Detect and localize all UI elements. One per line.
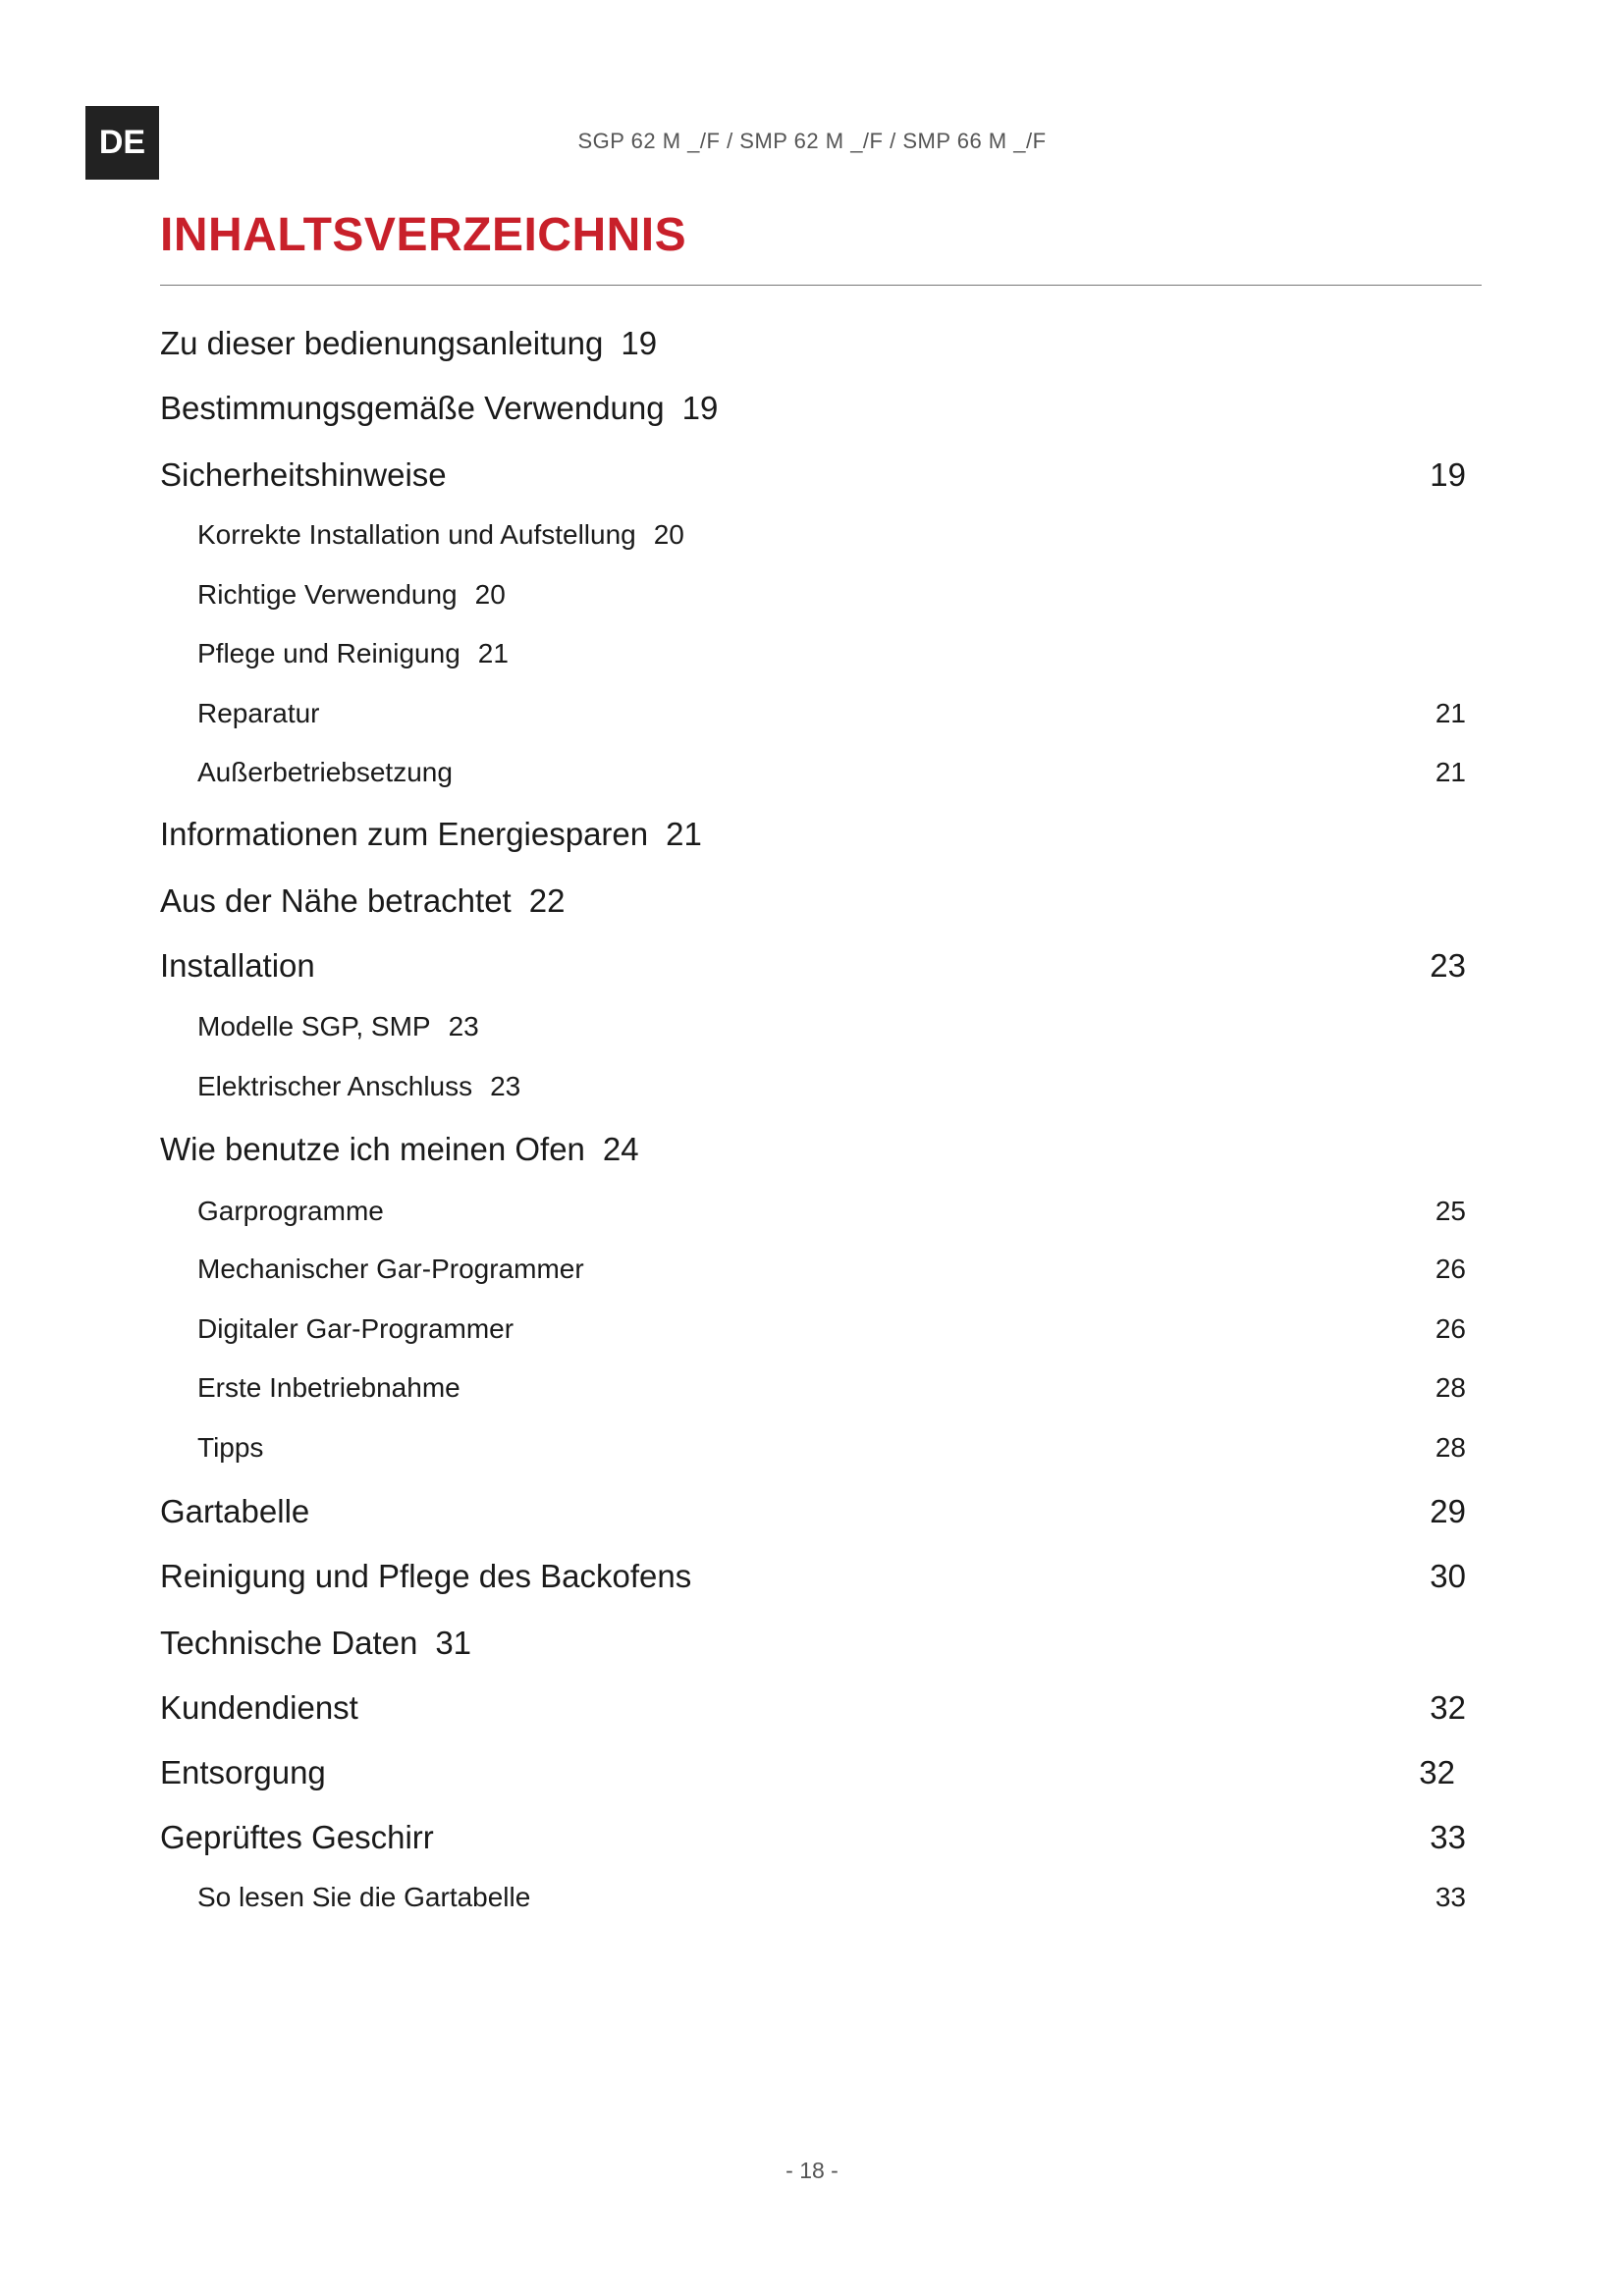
toc-entry-page: 20 <box>653 519 684 550</box>
toc-entry-label: Aus der Nähe betrachtet <box>160 882 512 919</box>
page-title: INHALTSVERZEICHNIS <box>160 209 687 261</box>
toc-subentry[interactable] <box>197 1313 514 1345</box>
toc-subentry[interactable] <box>197 1011 479 1042</box>
toc-entry[interactable] <box>160 1493 309 1530</box>
toc-entry-page: 22 <box>528 882 566 919</box>
toc-subentry[interactable] <box>197 757 453 788</box>
toc-entry[interactable] <box>160 1558 691 1595</box>
toc-entry-label: Garprogramme <box>197 1196 384 1226</box>
toc-entry-page: 21 <box>477 638 509 668</box>
toc-entry[interactable] <box>160 1819 434 1856</box>
toc-entry[interactable] <box>160 390 718 427</box>
toc-entry-page: 21 <box>1435 698 1466 728</box>
toc-subentry[interactable] <box>197 698 320 729</box>
toc-entry-label: Elektrischer Anschluss <box>197 1071 473 1101</box>
toc-entry-page: 26 <box>1435 1254 1466 1284</box>
toc-entry-label: Erste Inbetriebnahme <box>197 1372 460 1403</box>
toc-entry-label: Gartabelle <box>160 1493 310 1529</box>
toc-entry-page: 28 <box>1435 1372 1466 1403</box>
language-tab: DE <box>85 106 159 180</box>
toc-entry[interactable] <box>160 325 657 362</box>
toc-entry-label: Geprüftes Geschirr <box>160 1819 434 1855</box>
toc-entry[interactable] <box>160 1689 358 1727</box>
model-header: SGP 62 M _/F / SMP 62 M _/F / SMP 66 M _/F <box>577 129 1047 153</box>
toc-subentry[interactable] <box>197 1372 460 1404</box>
toc-entry[interactable] <box>160 456 447 494</box>
toc-entry-label: Richtige Verwendung <box>197 579 458 610</box>
toc-entry[interactable] <box>160 1754 326 1791</box>
toc-entry-page: 33 <box>1435 1882 1466 1912</box>
toc-subentry[interactable] <box>197 638 509 669</box>
toc-entry-label: Sicherheitshinweise <box>160 456 447 493</box>
toc-entry-page: 29 <box>1430 1493 1466 1529</box>
toc-entry-label: Informationen zum Energiesparen <box>160 816 649 852</box>
toc-entry-label: Bestimmungsgemäße Verwendung <box>160 390 665 426</box>
toc-subentry[interactable] <box>197 1254 584 1285</box>
toc-entry-page: 21 <box>666 816 702 852</box>
toc-entry-label: Mechanischer Gar-Programmer <box>197 1254 584 1284</box>
toc-entry-page: 19 <box>681 390 719 426</box>
toc-entry-page: 31 <box>435 1625 472 1661</box>
toc-entry-label: Wie benutze ich meinen Ofen <box>160 1131 585 1167</box>
toc-entry-label: So lesen Sie die Gartabelle <box>197 1882 531 1912</box>
toc-entry-page: 23 <box>448 1011 479 1041</box>
toc-entry[interactable] <box>160 816 702 853</box>
toc-entry-page: 21 <box>1435 757 1466 787</box>
toc-entry-page: 19 <box>621 325 658 361</box>
toc-subentry[interactable] <box>197 1882 530 1913</box>
toc-entry[interactable] <box>160 882 565 920</box>
toc-entry-label: Technische Daten <box>160 1625 418 1661</box>
toc-entry-label: Reparatur <box>197 698 320 728</box>
toc-entry-label: Installation <box>160 947 315 984</box>
toc-entry-page: 32 <box>1430 1689 1466 1726</box>
toc-entry-label: Korrekte Installation und Aufstellung <box>197 519 636 550</box>
toc-entry-label: Modelle SGP, SMP <box>197 1011 431 1041</box>
toc-subentry[interactable] <box>197 579 506 611</box>
toc-entry-page: 30 <box>1430 1558 1466 1594</box>
toc-entry-page: 32 <box>1419 1754 1455 1790</box>
toc-entry-page: 19 <box>1430 456 1466 493</box>
toc-entry-label: Kundendienst <box>160 1689 358 1726</box>
toc-entry-page: 28 <box>1435 1432 1466 1463</box>
toc-entry-label: Tipps <box>197 1432 264 1463</box>
toc-subentry[interactable] <box>197 1432 263 1464</box>
toc-subentry[interactable] <box>197 519 684 551</box>
toc-entry-page: 33 <box>1430 1819 1466 1855</box>
toc-entry-label: Zu dieser bedienungsanleitung <box>160 325 604 361</box>
toc-entry-label: Entsorgung <box>160 1754 326 1790</box>
toc-entry-page: 26 <box>1435 1313 1466 1344</box>
toc-entry[interactable] <box>160 1625 471 1662</box>
page-number: - 18 - <box>785 2158 839 2183</box>
toc-subentry[interactable] <box>197 1196 384 1227</box>
toc-subentry[interactable] <box>197 1071 520 1102</box>
toc-entry-page: 25 <box>1435 1196 1466 1226</box>
toc-entry-page: 20 <box>474 579 506 610</box>
toc-entry-label: Pflege und Reinigung <box>197 638 460 668</box>
toc-entry[interactable] <box>160 1131 639 1168</box>
toc-entry[interactable] <box>160 947 315 985</box>
toc-entry-page: 23 <box>1430 947 1466 984</box>
toc-entry-label: Reinigung und Pflege des Backofens <box>160 1558 692 1594</box>
toc-entry-label: Digitaler Gar-Programmer <box>197 1313 514 1344</box>
toc-entry-page: 23 <box>490 1071 521 1101</box>
toc-entry-label: Außerbetriebsetzung <box>197 757 453 787</box>
toc-entry-page: 24 <box>602 1131 639 1167</box>
